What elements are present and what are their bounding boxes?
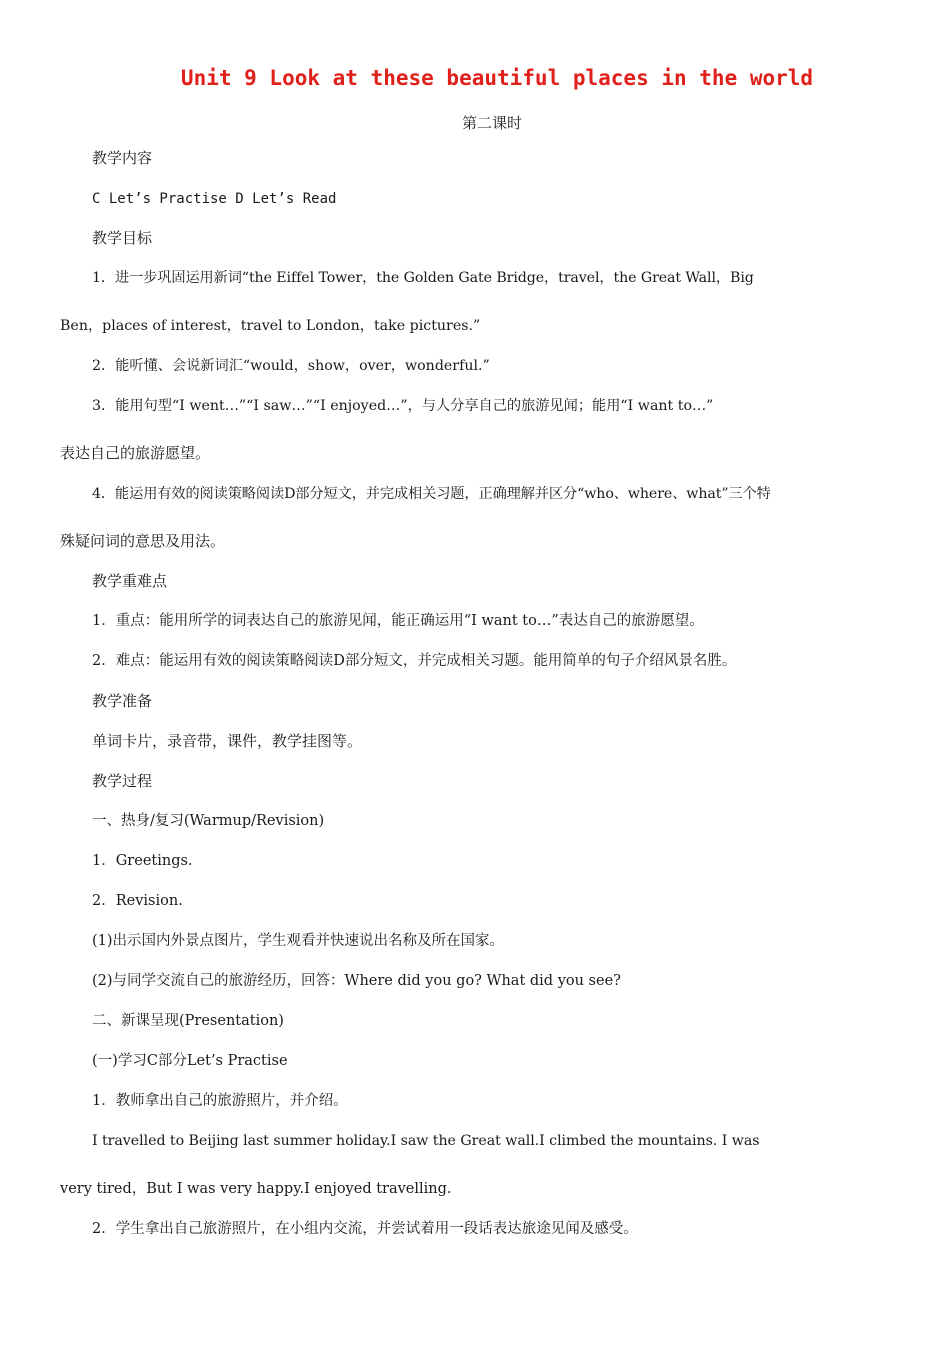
step-2-item-1: 1．教师拿出自己的旅游照片，并介绍。 — [92, 1093, 348, 1109]
step-1-item-2b: (2)与同学交流自己的旅游经历，回答：Where did you go? What did you see? — [92, 973, 621, 989]
process-heading: 教学过程 — [92, 772, 153, 790]
content-heading: 教学内容 — [92, 149, 153, 167]
step-2-item-2: 2．学生拿出自己旅游照片，在小组内交流，并尝试着用一段话表达旅途见闻及感受。 — [92, 1221, 638, 1237]
preparation-text: 单词卡片，录音带，课件，教学挂图等。 — [92, 732, 363, 750]
key-point-1: 1．重点：能用所学的词表达自己的旅游见闻，能正确运用“I want to…”表达自己的旅游愿望。 — [92, 613, 704, 629]
document-title: Unit 9 Look at these beautiful places in the world — [180, 66, 814, 90]
teacher-example-line-2: very tired，But I was very happy.I enjoyed travelling. — [60, 1181, 452, 1197]
teacher-example-line-1: I travelled to Beijing last summer holiday.I saw the Great wall.I climbed the mountains. I was — [92, 1133, 760, 1149]
step-2-heading: 二、新课呈现(Presentation) — [92, 1013, 284, 1029]
goal-1-line-1: 1．进一步巩固运用新词“the Eiffel Tower，the Golden Gate Bridge，travel，the Great Wall，Big — [92, 270, 754, 286]
step-1-item-2: 2．Revision. — [92, 893, 183, 909]
goal-4-line-1: 4．能运用有效的阅读策略阅读D部分短文，并完成相关习题，正确理解并区分“who、where、what”三个特 — [92, 486, 771, 502]
goal-3-line-2: 表达自己的旅游愿望。 — [60, 444, 211, 462]
goals-heading: 教学目标 — [92, 229, 153, 247]
content-text: C Let’s Practise D Let’s Read — [92, 191, 337, 207]
key-point-2: 2．难点：能运用有效的阅读策略阅读D部分短文，并完成相关习题。能用简单的句子介绍风景名胜。 — [92, 653, 737, 669]
step-1-item-1: 1．Greetings. — [92, 853, 193, 869]
lesson-subtitle: 第二课时 — [461, 114, 522, 132]
preparation-heading: 教学准备 — [92, 692, 153, 710]
key-points-heading: 教学重难点 — [92, 572, 168, 590]
goal-2: 2．能听懂、会说新词汇“would，show，over，wonderful.” — [92, 358, 490, 374]
goal-3-line-1: 3．能用句型“I went…”“I saw…”“I enjoyed…”，与人分享自己的旅游见闻；能用“I want to…” — [92, 398, 714, 414]
goal-4-line-2: 殊疑问词的意思及用法。 — [60, 532, 226, 550]
step-1-heading: 一、热身/复习(Warmup/Revision) — [92, 813, 325, 829]
goal-1-line-2: Ben，places of interest，travel to London，take pictures.” — [60, 318, 481, 334]
step-2-part-c: (一)学习C部分Let’s Practise — [92, 1053, 288, 1069]
step-1-item-2a: (1)出示国内外景点图片，学生观看并快速说出名称及所在国家。 — [92, 933, 505, 949]
